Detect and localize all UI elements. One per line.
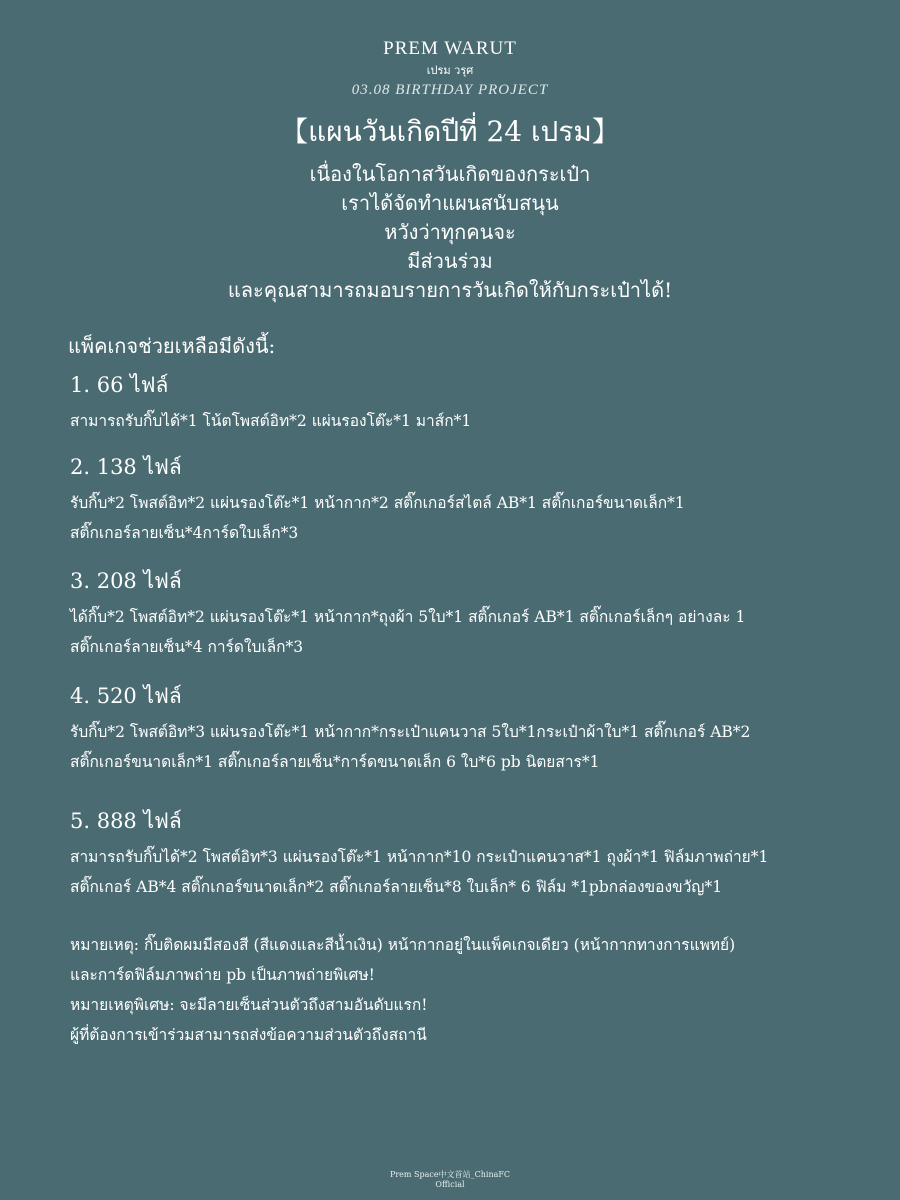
- package-line: สติ๊กเกอร์ลายเซ็น*4 การ์ดใบเล็ก*3: [70, 638, 304, 656]
- note-line: ผู้ที่ต้องการเข้าร่วมสามารถส่งข้อความส่วนตัวถึงสถานี: [70, 1026, 427, 1044]
- package-line: สามารถรับกิ๊บได้*1 โน้ตโพสต์อิท*2 แผ่นรองโต๊ะ*1 มาส์ก*1: [70, 412, 472, 430]
- package-line: รับกิ๊บ*2 โพสต์อิท*3 แผ่นรองโต๊ะ*1 หน้ากาก*กระเป๋าแคนวาส 5ใบ*1กระเป๋าผ้าใบ*1 สติ๊กเกอร์ AB*2: [70, 723, 751, 741]
- note-line: และการ์ดฟิล์มภาพถ่าย pb เป็นภาพถ่ายพิเศษ!: [70, 966, 375, 984]
- note-line: หมายเหตุพิเศษ: จะมีลายเซ็นส่วนตัวถึงสามอันดับแรก!: [70, 996, 428, 1014]
- project-label: 03.08 BIRTHDAY PROJECT: [351, 82, 549, 98]
- package-description: [70, 717, 880, 777]
- package-description: [70, 488, 880, 548]
- intro-line: และคุณสามารถมอบรายการวันเกิดให้กับกระเป๋าได้!: [227, 278, 673, 302]
- package-2: [70, 452, 880, 548]
- package-5: [70, 806, 880, 902]
- intro-line: เนื่องในโอกาสวันเกิดของกระเป๋า: [309, 162, 591, 186]
- footer-credit: [0, 1170, 900, 1190]
- package-line: รับกิ๊บ*2 โพสต์อิท*2 แผ่นรองโต๊ะ*1 หน้ากาก*2 สติ๊กเกอร์สไตล์ AB*1 สติ๊กเกอร์ขนาดเล็ก*1: [70, 494, 685, 512]
- package-description: [70, 842, 880, 902]
- intro-line: มีส่วนร่วม: [407, 249, 493, 273]
- package-4: [70, 681, 880, 777]
- package-title: 1. 66 ไฟล์: [70, 373, 169, 397]
- note-line: หมายเหตุ: กิ๊บติดผมมีสองสี (สีแดงและสีน้ำเงิน) หน้ากากอยู่ในแพ็คเกจเดียว (หน้ากากทางการแพทย์): [70, 936, 736, 954]
- package-title: 4. 520 ไฟล์: [70, 684, 182, 708]
- package-line: ได้กิ๊บ*2 โพสต์อิท*2 แผ่นรองโต๊ะ*1 หน้ากาก*ถุงผ้า 5ใบ*1 สติ๊กเกอร์ AB*1 สติ๊กเกอร์เล็กๆ อย่างละ 1: [70, 608, 746, 626]
- package-description: [70, 406, 880, 436]
- intro-line: หวังว่าทุกคนจะ: [384, 220, 516, 244]
- package-title: 5. 888 ไฟล์: [70, 809, 182, 833]
- page-title: 【แผนวันเกิดปีที่ 24 เปรม】: [280, 115, 620, 148]
- footer-line: Prem Space中文首站_ChinaFC: [389, 1170, 511, 1179]
- brand-name-thai: เปรม วรุศ: [426, 64, 474, 77]
- intro-text: [0, 160, 900, 305]
- package-description: [70, 602, 880, 662]
- footer-line: Official: [435, 1180, 465, 1189]
- package-line: สามารถรับกิ๊บได้*2 โพสต์อิท*3 แผ่นรองโต๊ะ*1 หน้ากาก*10 กระเป๋าแคนวาส*1 ถุงผ้า*1 ฟิล์มภาพถ่าย*1: [70, 848, 769, 866]
- packages-heading: แพ็คเกจช่วยเหลือมีดังนี้:: [68, 334, 276, 358]
- package-3: [70, 566, 880, 662]
- intro-line: เราได้จัดทำแผนสนับสนุน: [341, 191, 559, 215]
- package-title: 2. 138 ไฟล์: [70, 455, 182, 479]
- package-line: สติ๊กเกอร์ขนาดเล็ก*1 สติ๊กเกอร์ลายเซ็น*การ์ดขนาดเล็ก 6 ใบ*6 pb นิตยสาร*1: [70, 753, 600, 771]
- notes-section: [70, 930, 880, 1050]
- package-line: สติ๊กเกอร์ลายเซ็น*4การ์ดใบเล็ก*3: [70, 524, 299, 542]
- brand-name: PREM WARUT: [383, 38, 517, 59]
- package-line: สติ๊กเกอร์ AB*4 สติ๊กเกอร์ขนาดเล็ก*2 สติ๊กเกอร์ลายเซ็น*8 ใบเล็ก* 6 ฟิล์ม *1pbกล่องของขวัญ*1: [70, 878, 723, 896]
- package-title: 3. 208 ไฟล์: [70, 569, 182, 593]
- package-1: [70, 370, 880, 436]
